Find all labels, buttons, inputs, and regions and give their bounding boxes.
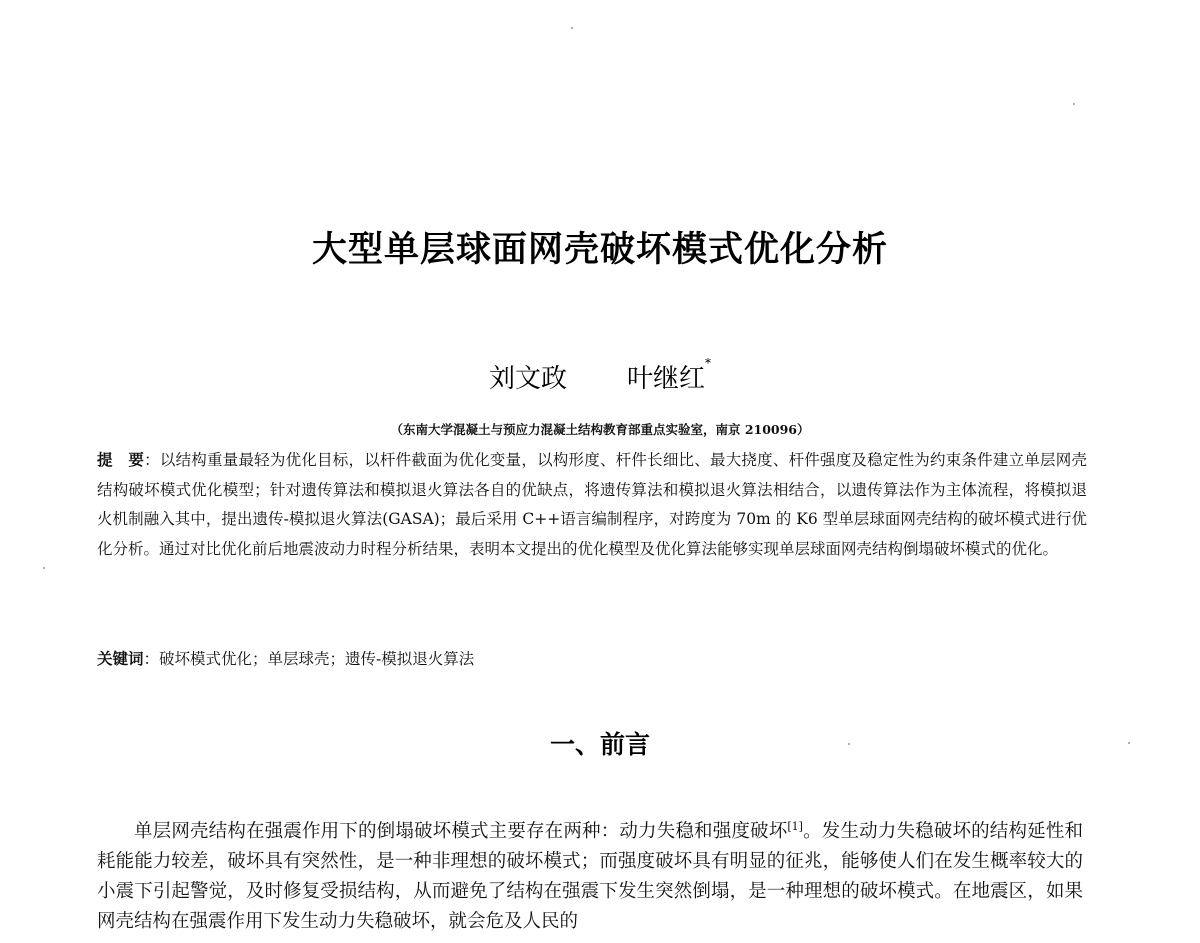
citation-ref: [1] — [787, 820, 803, 833]
author-name: 刘文政 — [488, 364, 567, 394]
scan-speck — [1073, 103, 1075, 105]
author-line — [0, 358, 1200, 395]
body-text-part: 。发生动力失稳破坏的结构延性和耗能能力较差，破坏具有突然性，是一种非理想的破坏模式；而强度破坏具有明显的征兆，能够使人们在发生概率较大的小震下引起警觉，及时修复受损结构，从而避免了结构在强震下发生突然倒塌，是一种理想的破坏模式。在地震区，如果网壳结构在强震作用下发生动力失稳破坏，就会危及人民的 — [97, 821, 1083, 933]
abstract — [97, 446, 1087, 564]
corresponding-author-mark: * — [705, 356, 712, 370]
keywords-text: ：破坏模式优化；单层球壳；遗传-模拟退火算法 — [143, 650, 475, 668]
body-paragraph — [97, 812, 1083, 937]
scan-speck — [1128, 742, 1130, 744]
abstract-label: 提 要 — [97, 451, 145, 469]
body-text-part: 单层网壳结构在强震作用下的倒塌破坏模式主要存在两种：动力失稳和强度破坏 — [134, 821, 788, 843]
keywords — [97, 647, 474, 671]
scan-speck — [571, 27, 573, 29]
affiliation: （东南大学混凝土与预应力混凝土结构教育部重点实验室，南京 210096） — [390, 422, 810, 437]
author-name: 叶继红 — [627, 364, 706, 394]
scan-speck — [43, 567, 45, 569]
scan-speck — [848, 743, 850, 745]
abstract-text: ：以结构重量最轻为优化目标，以杆件截面为优化变量，以构形度、杆件长细比、最大挠度、杆件强度及稳定性为约束条件建立单层网壳结构破坏模式优化模型；针对遗传算法和模拟退火算法各自的优缺点，将遗传算法和模拟退火算法相结合，以遗传算法作为主体流程，将模拟退火机制融入其中，提出遗传-模拟退火算法(GASA)；最后采用 C++语言编制程序，对跨度为 70m 的 K6 型单层球面网壳结构的破坏模式进行优化分析。通过对比优化前后地震波动力时程分析结果，表明本文提出的优化模型及优化算法能够实现单层球面网壳结构倒塌破坏模式的优化。 — [97, 451, 1087, 558]
paper-title: 大型单层球面网壳破坏模式优化分析 — [311, 230, 888, 270]
section-heading: 一、前言 — [549, 730, 650, 759]
keywords-label: 关键词 — [97, 650, 144, 668]
